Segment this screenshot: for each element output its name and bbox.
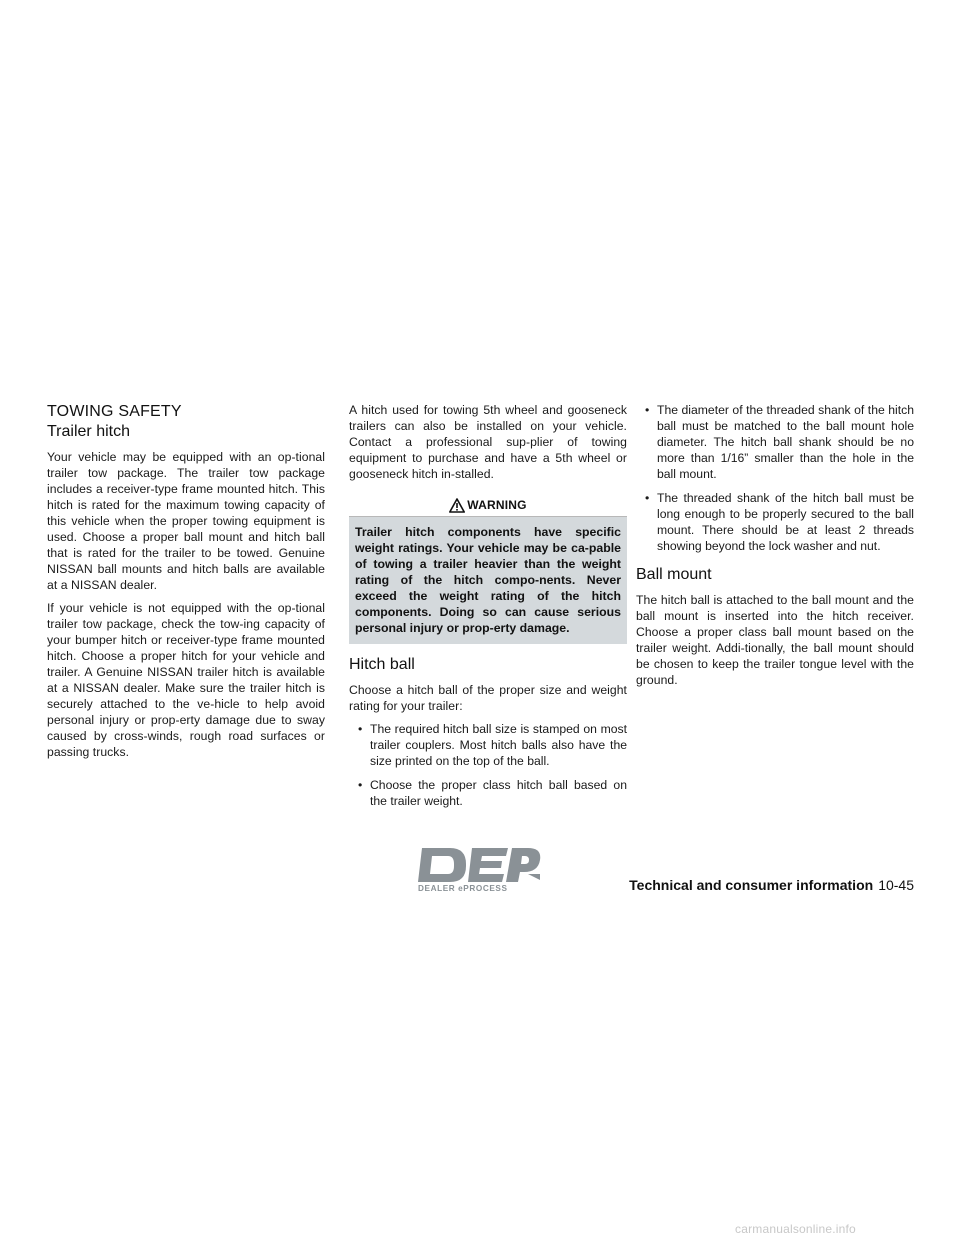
warning-header	[349, 494, 627, 517]
list-item: • The threaded shank of the hitch ball must be long enough to be properly secured to the ball mount. There should be at least 2 threads showing beyond the lock washer and nut.	[645, 491, 914, 553]
dealer-eprocess-logo	[416, 846, 544, 894]
subsection-title-ball-mount: Ball mount	[636, 566, 712, 583]
warning-label: WARNING	[467, 498, 527, 512]
list-item: • The required hitch ball size is stamped on most trailer couplers. Most hitch balls also have the size printed on the top of the ball.	[358, 722, 627, 768]
paragraph-tow-package: Your vehicle may be equipped with an op-tional trailer tow package. The trailer tow package includes a receiver-type frame mounted hitch. This hitch is rated for the maximum towing capacity of this vehicle when the proper towing equipment is used. Choose a proper ball mount and hitch ball that is rated for the trailer to be towed. Genuine NISSAN ball mounts and hitch balls are available at a NISSAN dealer.	[47, 450, 325, 592]
shank-list	[636, 402, 914, 554]
subsection-title-hitch-ball: Hitch ball	[349, 656, 415, 673]
chapter-title: Technical and consumer information	[629, 877, 874, 893]
logo-subtext: DEALER ePROCESS	[418, 884, 508, 893]
bullet-icon: •	[645, 403, 650, 417]
page-number: 10-45	[878, 877, 914, 893]
bullet-icon: •	[645, 491, 650, 505]
paragraph-5th-wheel: A hitch used for towing 5th wheel and gooseneck trailers can also be installed on your vehicle. Contact a professional sup-plier of towing equipment to purchase and have a 5th wheel or gooseneck hitch in-stalled.	[349, 403, 627, 481]
warning-text: Trailer hitch components have specific weight ratings. Your vehicle may be ca-pable of towing a trailer heavier than the weight rating of the hitch compo-nents. Never exceed the weight rating of the hitch components. Doing so can cause serious personal injury or prop-erty damage.	[349, 517, 627, 644]
column-right	[636, 402, 914, 695]
page-footer	[596, 877, 914, 893]
hitch-ball-list	[349, 721, 627, 809]
watermark: carmanualsonline.info	[735, 1222, 856, 1236]
list-item: • The diameter of the threaded shank of the hitch ball must be matched to the ball mount hole diameter. The hitch ball shank should be no more than 1/16” smaller than the hole in the ball mount.	[645, 403, 914, 481]
section-title: TOWING SAFETY	[47, 403, 182, 420]
paragraph-no-tow-package: If your vehicle is not equipped with the op-tional trailer tow package, check the tow-ing capacity of your bumper hitch or receiver-type frame mounted hitch. Choose a proper hitch for your vehicle and trailer. A Genuine NISSAN trailer hitch is available at a NISSAN dealer. Make sure the trailer hitch is securely attached to the ve-hicle to help avoid personal injury or prop-erty damage due to sway caused by cross-winds, rough road surfaces or passing trucks.	[47, 601, 325, 759]
bullet-icon: •	[358, 722, 363, 736]
bullet-icon: •	[358, 778, 363, 792]
column-middle	[349, 402, 627, 817]
subsection-title-trailer-hitch: Trailer hitch	[47, 423, 130, 440]
warning-triangle-icon	[449, 498, 465, 513]
list-item: • Choose the proper class hitch ball based on the trailer weight.	[358, 778, 627, 808]
paragraph-ball-mount: The hitch ball is attached to the ball mount and the ball mount is inserted into the hitch receiver. Choose a proper class ball mount based on the trailer weight. Addi-tionally, the ball mount should be chosen to keep the trailer tongue level with the ground.	[636, 593, 914, 687]
warning-box	[349, 494, 627, 644]
paragraph-hitch-ball-intro: Choose a hitch ball of the proper size and weight rating for your trailer:	[349, 683, 627, 713]
column-left	[47, 402, 325, 767]
